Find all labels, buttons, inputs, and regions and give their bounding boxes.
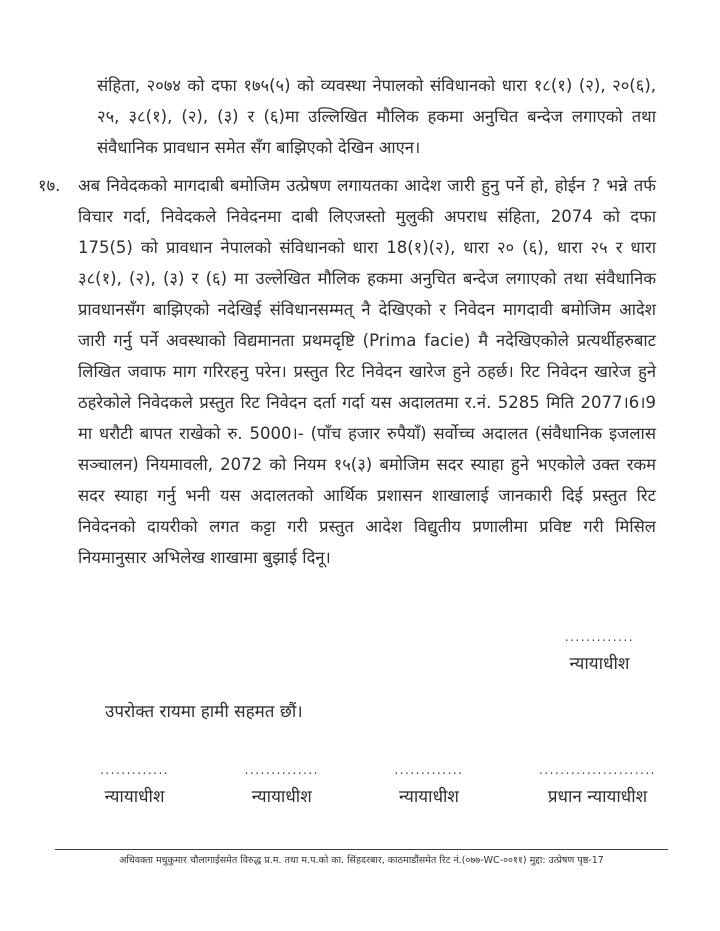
page-footer (55, 849, 668, 867)
signature-dotted-line: .............. (244, 763, 319, 777)
footer-case-reference: अधिवक्ता मधुकुमार चौलागाईसमेत विरुद्ध प्र.म. तथा म.प.को का. सिंहदरबार, काठमाडौंसमेत रिट नं.(०७७-WC-००११) मुद्दा: उत्प्रेषण पृष्ठ-17 (119, 855, 604, 866)
signature-dotted-line: ............. (564, 630, 634, 644)
judge-signature-label: न्यायाधीश (569, 654, 630, 674)
signature-block (394, 763, 463, 807)
signature-block (245, 763, 319, 807)
primary-signature-block (565, 630, 634, 674)
signature-row (100, 763, 656, 807)
signature-dotted-line: ...................... (539, 763, 656, 777)
agreement-statement: उपरोक्त रायमा हामी सहमत छौं। (105, 702, 303, 722)
signature-dotted-line: ............. (100, 763, 170, 777)
signature-block (539, 763, 656, 807)
judge-signature-label: न्यायाधीश (399, 787, 459, 807)
judge-signature-label: न्यायाधीश (251, 787, 312, 807)
item-number: १७. (38, 176, 61, 195)
judge-signature-label: न्यायाधीश (104, 787, 165, 807)
chief-justice-signature-label: प्रधान न्यायाधीश (547, 787, 648, 807)
signature-dotted-line: ............. (394, 763, 464, 777)
item-17 (0, 170, 656, 573)
signature-block (100, 763, 169, 807)
item-17-text: अब निवेदकको मागदाबी बमोजिम उत्प्रेषण लगायतका आदेश जारी हुनु पर्ने हो, होईन ? भन्ने तर्फ विचार गर्दा, निवेदकले निवेदनमा दाबी लिएजस्तो मुलुकी अपराध संहिता, 2074 को दफा 175(5) को प्रावधान नेपालको संविधानको धारा 18(१)(२), धारा २० (६), धारा २५ र धारा ३८(१), (२), (३) र (६) मा उल्लेखित मौलिक हकमा अनुचित बन्देज लगाएको तथा संवैधानिक प्रावधानसँग बाझिएको नदेखिई संविधानसम्मत् नै देखिएको र निवेदन मागदावी बमोजिम आदेश जारी गर्नु पर्ने अवस्थाको विद्यमानता प्रथमदृष्टि (Prima facie) मै नदेखिएकोले प्रत्यर्थीहरुबाट लिखित जवाफ माग गरिरहनु परेन। प्रस्तुत रिट निवेदन खारेज हुने ठहर्छ। रिट निवेदन खारेज हुने ठहरेकोले निवेदकले प्रस्तुत रिट निवेदन दर्ता गर्दा यस अदालतमा र.नं. 5285 मिति 2077।6।9 मा धरौटी बापत राखेको रु. 5000।- (पाँच हजार रुपैयाँ) सर्वोच्च अदालत (संवैधानिक इजलास सञ्चालन) नियमावली, 2072 को नियम १५(३) बमोजिम सदर स्याहा हुने भएकोले उक्त रकम सदर स्याहा गर्नु भनी यस अदालतको आर्थिक प्रशासन शाखालाई जानकारी दिई प्रस्तुत रिट निवेदनको दायरीको लगत कट्टा गरी प्रस्तुत आदेश विद्युतीय प्रणालीमा प्रविष्ट गरी मिसिल नियमानुसार अभिलेख शाखामा बुझाई दिनू। (78, 176, 656, 567)
paragraph-continuation: संहिता, २०७४ को दफा १७५(५) को व्यवस्था नेपालको संविधानको धारा १८(१) (२), २०(६), २५, ३८(१), (२), (३) र (६)मा उल्लिखित मौलिक हकमा अनुचित बन्देज लगाएको तथा संवैधानिक प्रावधान समेत सँग बाझिएको देखिन आएन। (97, 76, 656, 157)
